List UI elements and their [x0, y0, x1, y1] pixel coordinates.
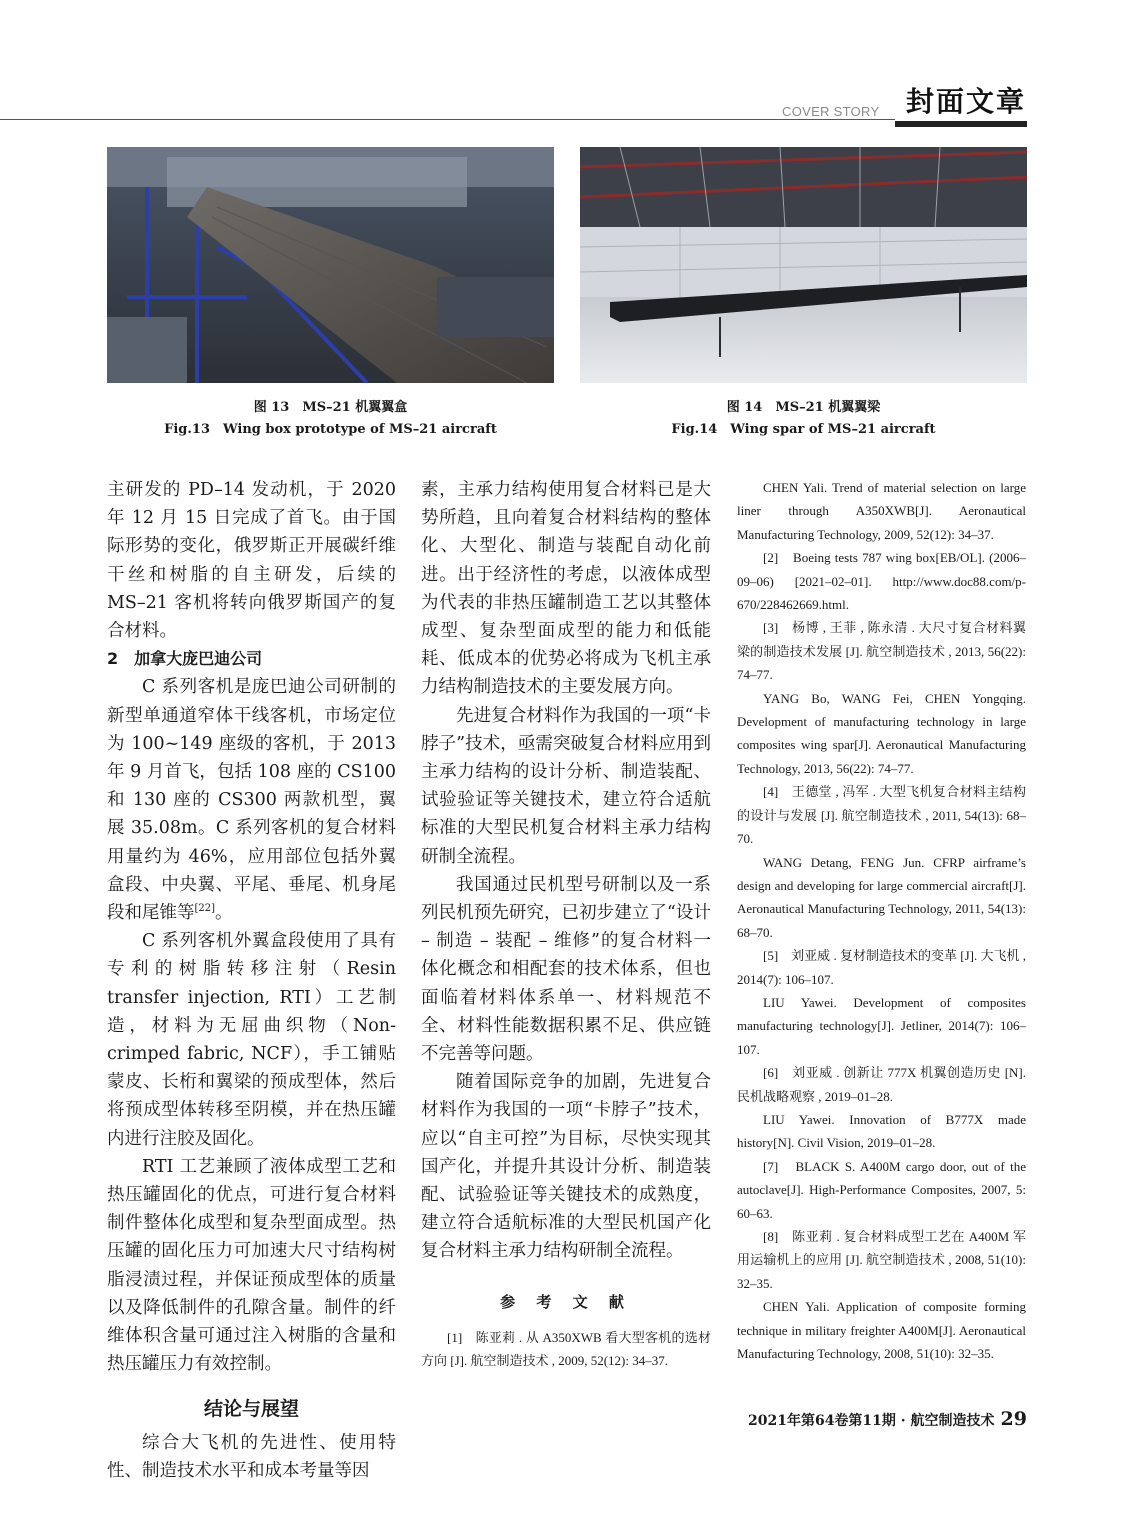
paragraph: 随着国际竞争的加剧，先进复合材料作为我国的一项“卡脖子”技术，应以“自主可控”为目标，尽快实现其国产化，并提升其设计分析、制造装配、试验验证等关键技术的成熟度，建立符合适航标准的大型民机国产化复合材料主承力结构研制全流程。	[421, 1072, 711, 1262]
caption-zh: 图 14 MS–21 机翼翼梁	[726, 400, 881, 415]
reference-entry: YANG Bo, WANG Fei, CHEN Yongqing. Development of manufacturing technology in large composites wing spar[J]. Aeronautical Manufacturing Technology, 2013, 56(22): 74–77.	[737, 690, 1026, 776]
page-footer	[720, 1408, 1027, 1430]
conclusion-heading: 结论与展望	[203, 1397, 299, 1420]
paragraph: C 系列客机外翼盒段使用了具有专利的树脂转移注射（Resin transfer injection, RTI）工艺制造，材料为无屈曲织物（Non-crimped fabric, NCF），手工铺贴蒙皮、长桁和翼梁的预成型体，然后将预成型体转移至阴模，并在热压罐内进行注胶及固化。	[107, 931, 396, 1149]
caption-en: Fig.14 Wing spar of MS–21 aircraft	[671, 422, 936, 437]
reference-entry: [1] 陈亚莉 . 从 A350XWB 看大型客机的选材方向 [J]. 航空制造技术 , 2009, 52(12): 34–37.	[421, 1329, 711, 1369]
body-column-2	[421, 476, 711, 1373]
caption-zh: 图 13 MS–21 机翼翼盒	[253, 400, 408, 415]
references-heading: 参 考 文 献	[500, 1292, 632, 1311]
caption-en: Fig.13 Wing box prototype of MS–21 aircraft	[164, 422, 497, 437]
figure-13-photo	[107, 147, 554, 383]
paragraph-text: C 系列客机是庞巴迪公司研制的新型单通道窄体干线客机，市场定位为 100~149 座级的客机，于 2013 年 9 月首飞，包括 108 座的 CS100 和 130 座的 CS300 两款机型，翼展 35.08m。C 系列客机的复合材料用量约为 46%，应用部位包括外翼盒段、中央翼、平尾、垂尾、机身尾段和尾锥等	[107, 677, 396, 924]
body-column-1	[107, 476, 396, 1485]
paragraph: 我国通过民机型号研制以及一系列民机预先研究，已初步建立了“设计 – 制造 – 装配 – 维修”的复合材料一体化概念和相配套的技术体系，但也面临着材料体系单一、材料规范不全、材料性能数据积累不足、供应链不完善等问题。	[421, 874, 711, 1065]
reference-entry: [5] 刘亚威 . 复材制造技术的变革 [J]. 大飞机 , 2014(7): 106–107.	[737, 948, 1026, 987]
reference-entry: LIU Yawei. Innovation of B777X made history[N]. Civil Vision, 2019–01–28.	[737, 1111, 1026, 1151]
section-heading: 2 加拿大庞巴迪公司	[107, 649, 263, 669]
reference-entry: [7] BLACK S. A400M cargo door, out of the autoclave[J]. High-Performance Composites, 2007, 5: 60–63.	[737, 1158, 1026, 1221]
paragraph: 综合大飞机的先进性、使用特性、制造技术水平和成本考量等因	[107, 1432, 396, 1481]
section-label-zh: 封面文章	[906, 85, 1027, 118]
header-bar	[895, 121, 1027, 127]
paragraph: RTI 工艺兼顾了液体成型工艺和热压罐固化的优点，可进行复合材料制件整体化成型和复杂型面成型。热压罐的固化压力可加速大尺寸结构树脂浸渍过程，并保证预成型体的质量以及降低制件的孔隙含量。制件的纤维体积含量可通过注入树脂的含量和热压罐压力有效控制。	[107, 1156, 396, 1375]
paragraph-text: 。	[215, 903, 233, 924]
reference-entry: WANG Detang, FENG Jun. CFRP airframe’s design and developing for large commercial aircraft[J]. Aeronautical Manufacturing Technology, 2011, 54(13): 68–70.	[737, 854, 1026, 940]
reference-entry: [4] 王德堂 , 冯军 . 大型飞机复合材料主结构的设计与发展 [J]. 航空制造技术 , 2011, 54(13): 68–70.	[737, 784, 1026, 847]
figure-14-caption	[580, 397, 1027, 441]
issue-info: 2021年第64卷第11期 · 航空制造技术	[747, 1413, 995, 1429]
reference-entry: [3] 杨博 , 王菲 , 陈永清 . 大尺寸复合材料翼梁的制造技术发展 [J]. 航空制造技术 , 2013, 56(22): 74–77.	[737, 620, 1026, 683]
section-label-en: COVER STORY	[782, 104, 880, 119]
reference-entry: [6] 刘亚威 . 创新让 777X 机翼创造历史 [N]. 民机战略观察 , 2019–01–28.	[737, 1065, 1026, 1104]
paragraph: 先进复合材料作为我国的一项“卡脖子”技术，亟需突破复合材料应用到主承力结构的设计分析、制造装配、试验验证等关键技术，建立符合适航标准的大型民机复合材料主承力结构研制全流程。	[421, 705, 711, 867]
paragraph: 素，主承力结构使用复合材料已是大势所趋，且向着复合材料结构的整体化、大型化、制造与装配自动化前进。出于经济性的考虑，以液体成型为代表的非热压罐制造工艺以其整体成型、复杂型面成型的能力和低能耗、低成本的优势必将成为飞机主承力结构制造技术的主要发展方向。	[421, 480, 711, 698]
reference-entry: [2] Boeing tests 787 wing box[EB/OL]. (2006–09–06) [2021–02–01]. http://www.doc88.com/p-670/228462669.html.	[737, 550, 1026, 613]
page-number: 29	[1000, 1408, 1027, 1430]
references-column	[737, 476, 1026, 1365]
paragraph	[107, 673, 396, 927]
reference-entry: [8] 陈亚莉 . 复合材料成型工艺在 A400M 军用运输机上的应用 [J]. 航空制造技术 , 2008, 51(10): 32–35.	[737, 1229, 1026, 1291]
figure-14-photo	[580, 147, 1027, 383]
figure-13-caption	[107, 397, 554, 441]
header-rule	[0, 119, 895, 120]
reference-entry: CHEN Yali. Trend of material selection on large liner through A350XWB[J]. Aeronautical Manufacturing Technology, 2009, 52(12): 34–37.	[737, 480, 1026, 542]
paragraph: 主研发的 PD–14 发动机，于 2020 年 12 月 15 日完成了首飞。由于国际形势的变化，俄罗斯正开展碳纤维干丝和树脂的自主研发，后续的 MS–21 客机将转向俄罗斯国产的复合材料。	[107, 480, 396, 642]
reference-entry: LIU Yawei. Development of composites manufacturing technology[J]. Jetliner, 2014(7): 106–107.	[737, 994, 1026, 1057]
reference-entry: CHEN Yali. Application of composite forming technique in military freighter A400M[J]. Aeronautical Manufacturing Technology, 2008, 51(10): 32–35.	[737, 1299, 1026, 1362]
citation: [22]	[194, 903, 216, 915]
